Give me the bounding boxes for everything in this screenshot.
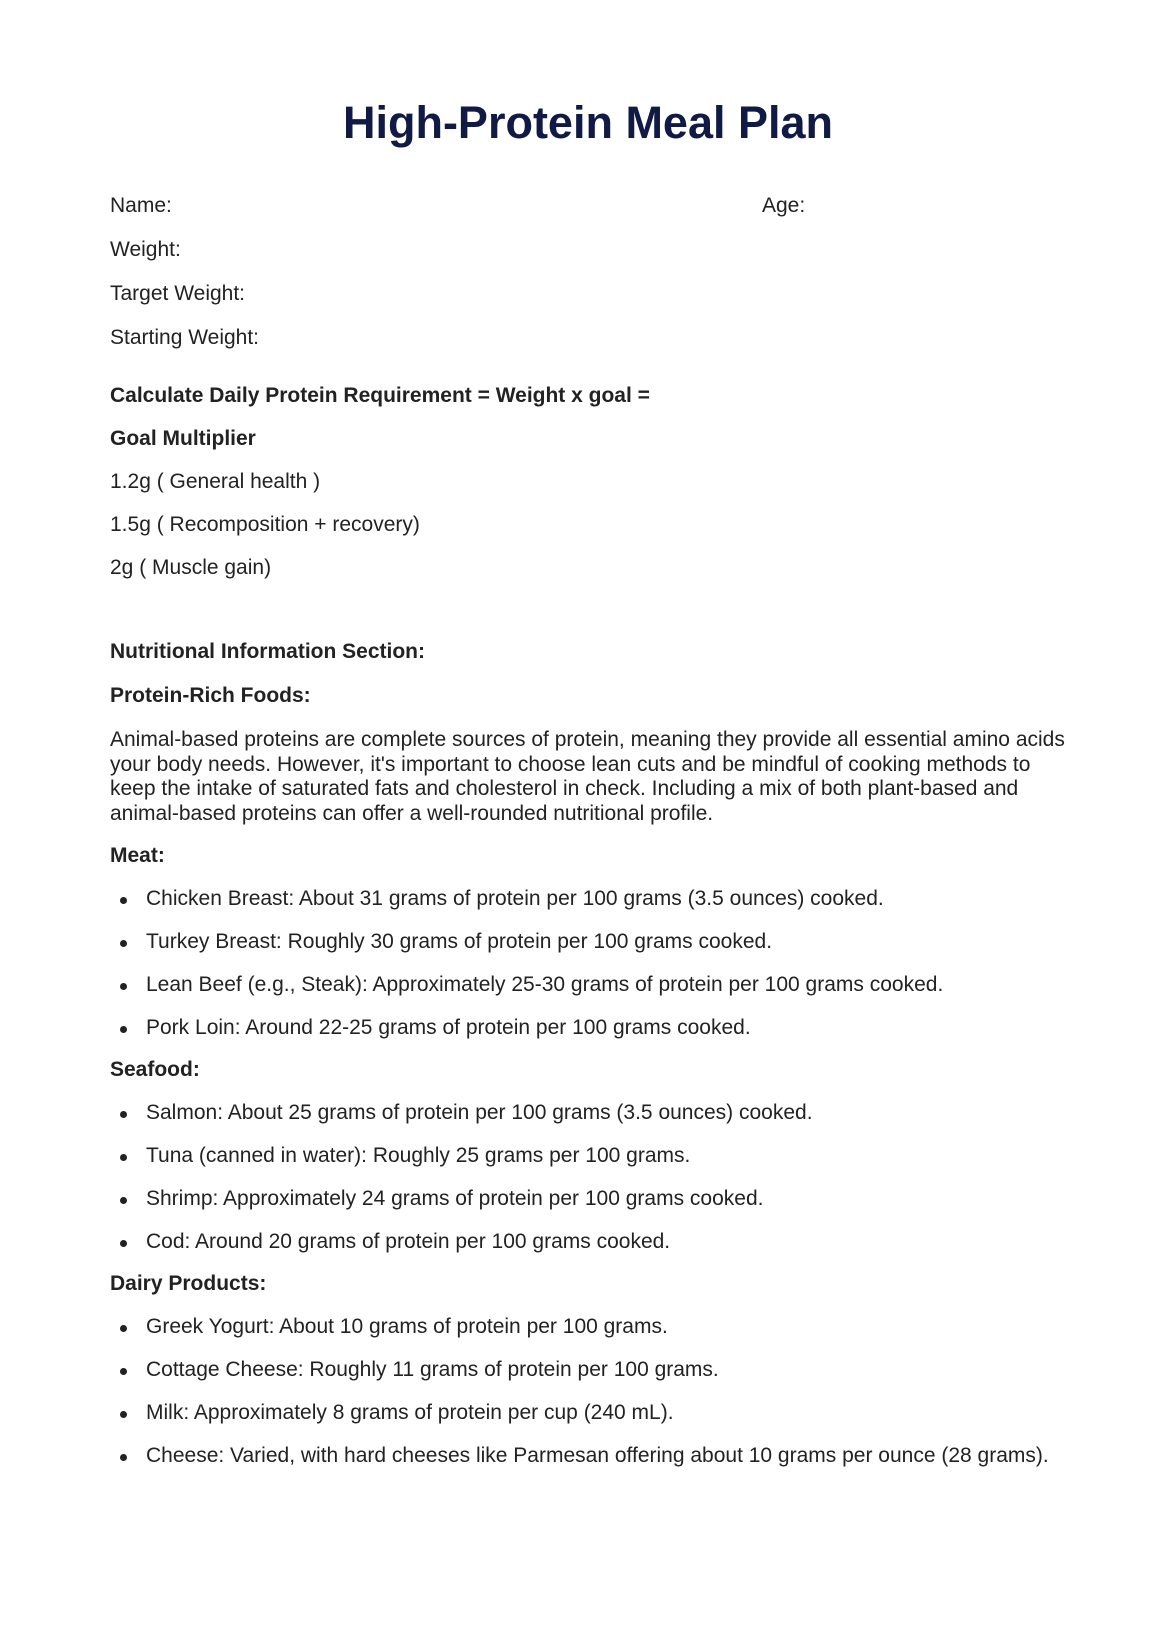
category-heading-seafood: Seafood: (110, 1058, 200, 1081)
weight-field-label: Weight: (110, 238, 181, 261)
nutritional-section-heading: Nutritional Information Section: (110, 640, 425, 663)
category-heading-meat: Meat: (110, 844, 165, 867)
field-row-name-age (110, 184, 1066, 228)
field-row-starting-weight (110, 316, 1066, 360)
list-item: Turkey Breast: Roughly 30 grams of protein per 100 grams cooked. (110, 930, 1066, 954)
goal-option: 1.2g ( General health ) (110, 470, 321, 493)
seafood-list (110, 1101, 1066, 1254)
client-info-fields (110, 184, 1066, 360)
field-row-weight (110, 228, 1066, 272)
dairy-list (110, 1315, 1066, 1468)
list-item: Salmon: About 25 grams of protein per 100 grams (3.5 ounces) cooked. (110, 1101, 1066, 1125)
goal-option: 1.5g ( Recomposition + recovery) (110, 513, 420, 536)
starting-weight-field-label: Starting Weight: (110, 326, 260, 349)
protein-intro-paragraph: Animal-based proteins are complete sources of protein, meaning they provide all essential amino acids your body needs. However, it's important to choose lean cuts and be mindful of cooking methods to keep the intake of saturated fats and cholesterol in check. Including a mix of both plant-based and animal-based proteins can offer a well-rounded nutritional profile. (110, 728, 1065, 825)
list-item: Cottage Cheese: Roughly 11 grams of protein per 100 grams. (110, 1358, 1066, 1382)
meat-list (110, 887, 1066, 1040)
protein-calculation: Calculate Daily Protein Requirement = Weight x goal = (110, 384, 650, 407)
age-field-label: Age: (762, 194, 806, 217)
category-heading-dairy: Dairy Products: (110, 1272, 267, 1295)
list-item: Greek Yogurt: About 10 grams of protein per 100 grams. (110, 1315, 1066, 1339)
goal-multiplier-heading: Goal Multiplier (110, 427, 256, 450)
list-item: Milk: Approximately 8 grams of protein per cup (240 mL). (110, 1401, 1066, 1425)
list-item: Chicken Breast: About 31 grams of protein per 100 grams (3.5 ounces) cooked. (110, 887, 1066, 911)
list-item: Shrimp: Approximately 24 grams of protein per 100 grams cooked. (110, 1187, 1066, 1211)
target-weight-field-label: Target Weight: (110, 282, 246, 305)
page-title: High-Protein Meal Plan (342, 97, 834, 148)
field-row-target-weight (110, 272, 1066, 316)
protein-foods-heading: Protein-Rich Foods: (110, 684, 311, 707)
list-item: Lean Beef (e.g., Steak): Approximately 25-30 grams of protein per 100 grams cooked. (110, 973, 1066, 997)
goal-option: 2g ( Muscle gain) (110, 556, 272, 579)
list-item: Pork Loin: Around 22-25 grams of protein per 100 grams cooked. (110, 1016, 1066, 1040)
list-item: Tuna (canned in water): Roughly 25 grams per 100 grams. (110, 1144, 1066, 1168)
list-item: Cheese: Varied, with hard cheeses like Parmesan offering about 10 grams per ounce (28 grams). (110, 1444, 1066, 1468)
list-item: Cod: Around 20 grams of protein per 100 grams cooked. (110, 1230, 1066, 1254)
name-field-label: Name: (110, 194, 172, 217)
